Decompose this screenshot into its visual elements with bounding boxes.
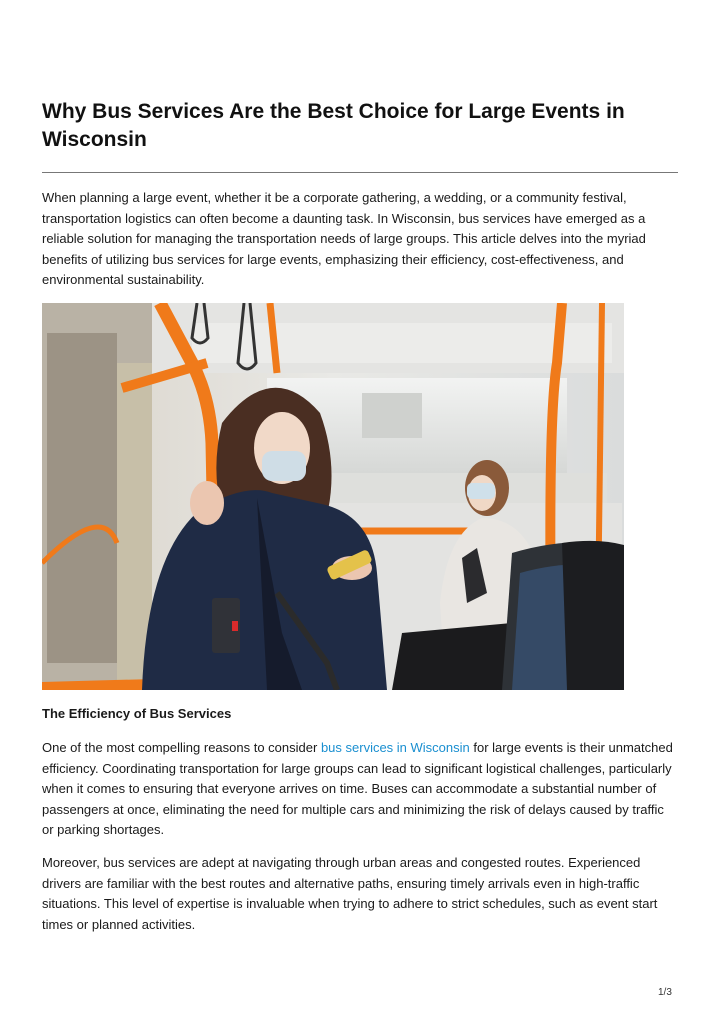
efficiency-paragraph [42,738,678,841]
page-title: Why Bus Services Are the Best Choice for Large Events in Wisconsin [42,100,625,151]
navigation-paragraph: Moreover, bus services are adept at navigating through urban areas and congested routes. Experienced drivers are familiar with the best routes and alternative paths, ensuring timely arrivals even in high-traffic situations. This level of expertise is invaluable when trying to adhere to strict schedules, such as event start times or planned activities. [42,855,658,932]
page-number: 1/3 [658,987,672,998]
intro-paragraph: When planning a large event, whether it be a corporate gathering, a wedding, or a community festival, transportation logistics can often become a daunting task. In Wisconsin, bus services have emerged as a reliable solution for managing the transportation needs of large groups. This article delves into the myriad benefits of utilizing bus services for large events, emphasizing their efficiency, cost-effectiveness, and environmental sustainability. [42,190,646,287]
hero-photo-bus-passengers [42,303,624,690]
bus-services-link[interactable]: bus services in Wisconsin [320,740,470,755]
p1-text-after: for large events is their unmatched efficiency. Coordinating transportation for large groups can lead to significant logistical challenges, particularly when it comes to ensuring that everyone arrives on time. Buses can accommodate a substantial number of passengers at once, eliminating the need for multiple cars and minimizing the risk of delays caused by traffic or parking shortages. [42,740,673,837]
bus-interior-illustration [42,303,624,690]
section-heading: The Efficiency of Bus Services [42,706,232,721]
title-divider [42,172,678,173]
p1-text-before: One of the most compelling reasons to consider [42,740,321,755]
